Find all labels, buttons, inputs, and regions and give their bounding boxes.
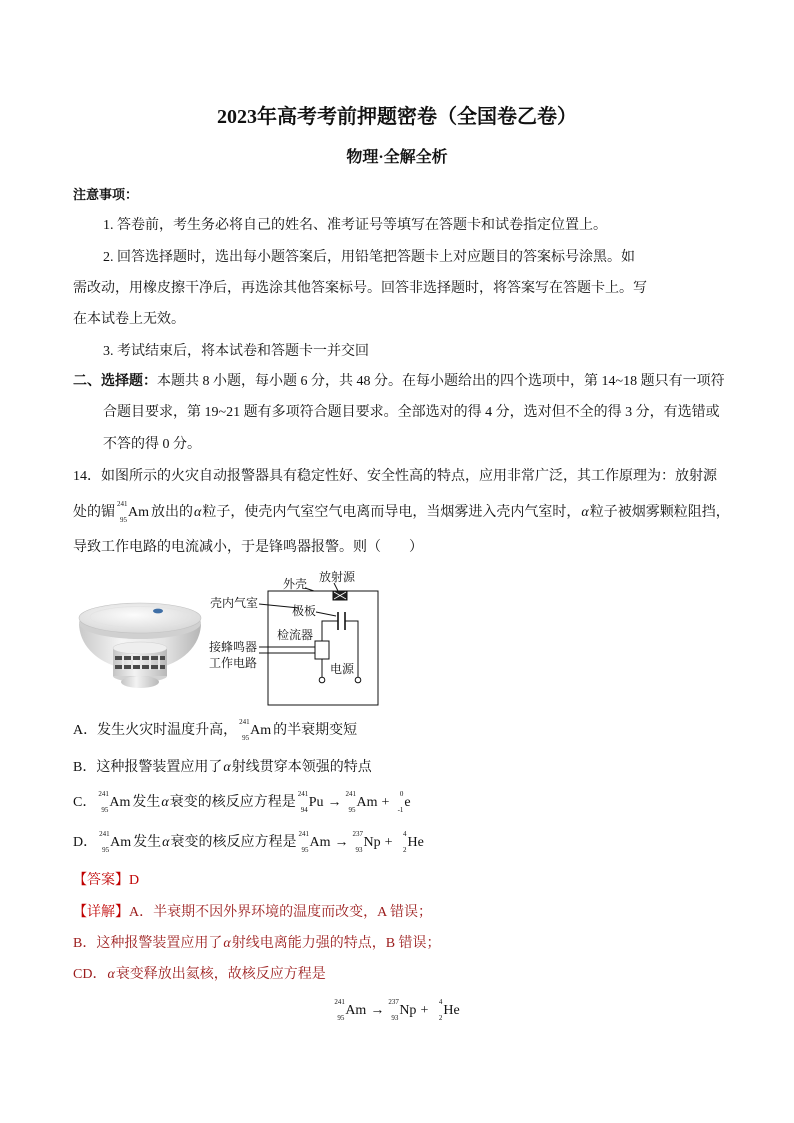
circuit-labels bbox=[209, 570, 356, 676]
mass-number: 0 bbox=[399, 790, 404, 798]
power-terminal-left bbox=[319, 677, 325, 683]
notice-line: 1. 答卷前，考生务必将自己的姓名、准考证号等填写在答题卡和试卷指定位置上。 bbox=[103, 218, 607, 233]
option-b bbox=[73, 759, 372, 777]
nuclide-e bbox=[393, 790, 411, 814]
element-symbol: Am bbox=[128, 505, 149, 520]
page-subtitle: 物理·全解全析 bbox=[346, 149, 448, 166]
detail-line bbox=[73, 935, 441, 953]
section-text: 本题共 8 小题，每小题 6 分，共 48 分。在每小题给出的四个选项中，第 14~18 题只有一项符 bbox=[157, 374, 725, 389]
stem-text: 粒子被烟雾颗粒阻挡， bbox=[589, 505, 730, 520]
plus-symbol: + bbox=[420, 1003, 429, 1018]
decay-equation bbox=[0, 998, 794, 1022]
alpha-symbol: α bbox=[107, 967, 115, 982]
detail-text: 衰变释放出氦核，故核反应方程是 bbox=[115, 967, 326, 982]
mass-number: 237 bbox=[352, 830, 363, 838]
element-symbol: Am bbox=[356, 795, 378, 810]
plus-symbol: + bbox=[384, 835, 393, 850]
atomic-number: 95 bbox=[101, 806, 109, 814]
plate-leader bbox=[316, 612, 336, 616]
label-source: 放射源 bbox=[319, 570, 356, 584]
option-text: B．这种报警装置应用了 bbox=[73, 760, 223, 775]
source-leader bbox=[334, 583, 338, 591]
notice-heading: 注意事项： bbox=[73, 187, 139, 202]
detector-top bbox=[79, 603, 201, 633]
notice-line: 2. 回答选择题时，选出每小题答案后，用铅笔把答题卡上对应题目的答案标号涂黑。如 bbox=[103, 250, 635, 265]
notice-line: 需改动，用橡皮擦干净后，再选涂其他答案标号。回答非选择题时，将答案写在答题卡上。写 bbox=[73, 281, 647, 296]
atomic-number: 93 bbox=[391, 1014, 399, 1022]
detail-text: CD． bbox=[73, 967, 107, 982]
nuclide-am241 bbox=[345, 790, 378, 814]
label-buzzer: 接蜂鸣器 bbox=[209, 640, 258, 654]
detector-base-dome bbox=[121, 676, 159, 688]
option-text: 衰变的核反应方程是 bbox=[169, 795, 296, 810]
circuit-diagram bbox=[259, 583, 378, 705]
section-instruction-line: 不答的得 0 分。 bbox=[103, 437, 201, 452]
atomic-number: 95 bbox=[102, 846, 110, 854]
label-work-circuit: 工作电路 bbox=[209, 656, 258, 670]
atomic-number: 94 bbox=[300, 806, 308, 814]
galvanometer bbox=[315, 641, 329, 659]
option-text: 发生 bbox=[132, 795, 161, 810]
option-d bbox=[73, 830, 426, 854]
alpha-symbol: α bbox=[223, 760, 231, 775]
nuclide-am241 bbox=[239, 718, 272, 742]
mass-number: 241 bbox=[117, 500, 128, 508]
element-symbol: Am bbox=[345, 1003, 367, 1018]
arrow-symbol: → bbox=[370, 1003, 385, 1018]
atomic-number: 95 bbox=[242, 734, 250, 742]
mass-number: 241 bbox=[297, 790, 309, 798]
section-instruction-line: 合题目要求，第 19~21 题有多项符合题目要求。全部选对的得 4 分，选对但不全的得 3 分，有选错或 bbox=[103, 405, 720, 420]
element-symbol: Np bbox=[399, 1003, 417, 1018]
detail-line bbox=[73, 904, 432, 922]
mass-number: 241 bbox=[239, 718, 250, 726]
element-symbol: Np bbox=[363, 835, 381, 850]
element-symbol: Pu bbox=[308, 795, 324, 810]
question-stem-line: 导致工作电路的电流减小，于是锋鸣器报警。则（ ） bbox=[73, 540, 423, 555]
atomic-number: 95 bbox=[348, 806, 356, 814]
element-symbol: He bbox=[407, 835, 424, 850]
mass-number: 241 bbox=[345, 790, 356, 798]
label-plate: 极板 bbox=[292, 604, 317, 618]
label-shell: 外壳 bbox=[283, 577, 308, 591]
arrow-symbol: → bbox=[327, 795, 342, 810]
mass-number: 237 bbox=[388, 998, 399, 1006]
element-symbol: e bbox=[404, 795, 411, 810]
detail-text: 射线电离能力强的特点，B 错误； bbox=[231, 936, 441, 951]
alpha-symbol: α bbox=[581, 505, 589, 520]
detail-label: 【详解】 bbox=[73, 905, 129, 920]
label-galvanometer: 检流器 bbox=[277, 628, 314, 642]
element-symbol: Am bbox=[309, 835, 331, 850]
option-text: 衰变的核反应方程是 bbox=[170, 835, 297, 850]
mass-number: 241 bbox=[98, 790, 109, 798]
chamber-top bbox=[113, 642, 167, 654]
nuclide-np237 bbox=[388, 998, 417, 1022]
answer-label: 【答案】D bbox=[73, 873, 140, 888]
element-symbol: Am bbox=[109, 795, 131, 810]
radioactive-source bbox=[333, 591, 347, 600]
mass-number: 4 bbox=[438, 998, 443, 1006]
power-terminal-right bbox=[355, 677, 361, 683]
nuclide-np237 bbox=[352, 830, 381, 854]
mass-number: 4 bbox=[403, 830, 407, 838]
option-text: A．发生火灾时温度升高， bbox=[73, 723, 238, 738]
mass-number: 241 bbox=[298, 830, 309, 838]
question-stem-line: 14．如图所示的火灾自动报警器具有稳定性好、安全性高的特点，应用非常广泛，其工作原理为：放射源 bbox=[73, 469, 717, 484]
atomic-number: 95 bbox=[301, 846, 309, 854]
stem-text: 粒子，使壳内气室空气电离而导电，当烟雾进入壳内气室时， bbox=[202, 505, 581, 520]
stem-text: 放出的 bbox=[151, 505, 193, 520]
section-heading: 二、选择题： bbox=[73, 374, 157, 389]
notice-line: 在本试卷上无效。 bbox=[73, 312, 185, 327]
mass-number: 241 bbox=[99, 830, 110, 838]
detail-text: A．半衰期不因外界环境的温度而改变，A 错误； bbox=[129, 905, 432, 920]
question-figure bbox=[0, 560, 400, 710]
option-text: 射线贯穿本领强的特点 bbox=[231, 760, 372, 775]
option-text: D． bbox=[73, 835, 98, 850]
page-title: 2023年高考考前押题密卷（全国卷乙卷） bbox=[217, 106, 577, 128]
atomic-number: 95 bbox=[337, 1014, 345, 1022]
mass-number: 241 bbox=[334, 998, 345, 1006]
smoke-detector-photo bbox=[79, 603, 201, 688]
atomic-number: 93 bbox=[355, 846, 363, 854]
wire-left bbox=[322, 621, 338, 641]
element-symbol: Am bbox=[250, 723, 272, 738]
element-symbol: Am bbox=[110, 835, 132, 850]
question-stem-line bbox=[73, 500, 730, 524]
label-power: 电源 bbox=[330, 662, 355, 676]
nuclide-am241 bbox=[117, 500, 149, 524]
alpha-symbol: α bbox=[223, 936, 231, 951]
alpha-symbol: α bbox=[161, 795, 169, 810]
nuclide-he4 bbox=[432, 998, 460, 1022]
stem-text: 处的镅 bbox=[73, 505, 115, 520]
nuclide-pu241 bbox=[297, 790, 324, 814]
nuclide-he4 bbox=[397, 830, 424, 854]
detail-text: B．这种报警装置应用了 bbox=[73, 936, 223, 951]
notice-line: 3. 考试结束后，将本试卷和答题卡一并交回 bbox=[103, 344, 369, 359]
atomic-number: -1 bbox=[397, 806, 404, 814]
atomic-number: 2 bbox=[403, 846, 407, 854]
label-chamber: 壳内气室 bbox=[210, 596, 259, 610]
nuclide-am241 bbox=[99, 830, 132, 854]
led-indicator bbox=[153, 609, 163, 614]
arrow-symbol: → bbox=[334, 835, 349, 850]
nuclide-am241 bbox=[298, 830, 331, 854]
plus-symbol: + bbox=[381, 795, 390, 810]
nuclide-am241 bbox=[334, 998, 367, 1022]
option-c bbox=[73, 790, 413, 814]
option-text: 的半衰期变短 bbox=[273, 723, 358, 738]
alpha-symbol: α bbox=[194, 505, 202, 520]
atomic-number: 95 bbox=[120, 516, 127, 524]
alpha-symbol: α bbox=[162, 835, 170, 850]
option-text: C． bbox=[73, 795, 97, 810]
option-a bbox=[73, 718, 358, 742]
atomic-number: 2 bbox=[438, 1014, 443, 1022]
detail-line bbox=[73, 966, 326, 984]
nuclide-am241 bbox=[98, 790, 131, 814]
section-instruction-line bbox=[73, 373, 725, 391]
element-symbol: He bbox=[443, 1003, 460, 1018]
option-text: 发生 bbox=[133, 835, 162, 850]
